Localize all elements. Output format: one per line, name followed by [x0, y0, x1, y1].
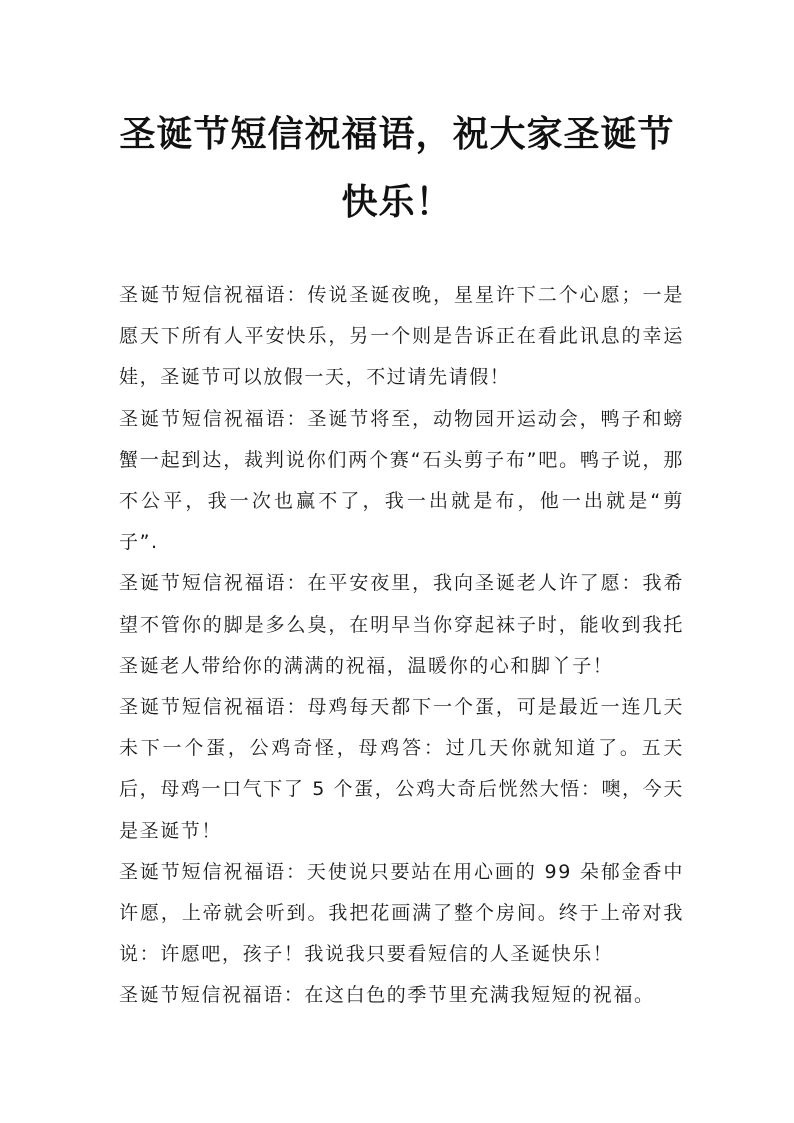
- document-body: [119, 275, 684, 1017]
- paragraph-1: 圣诞节短信祝福语：传说圣诞夜晚，星星许下二个心愿；一是愿天下所有人平安快乐，另一个则是告诉正在看此讯息的幸运娃，圣诞节可以放假一天，不过请先请假！: [119, 284, 684, 389]
- paragraph-5: 圣诞节短信祝福语：天使说只要站在用心画的 99 朵郁金香中许愿，上帝就会听到。我把花画满了整个房间。终于上帝对我说：许愿吧，孩子！我说我只要看短信的人圣诞快乐！: [119, 860, 684, 966]
- document-title: 圣诞节短信祝福语，祝大家圣诞节快乐！: [119, 113, 675, 223]
- paragraph-2: 圣诞节短信祝福语：圣诞节将至，动物园开运动会，鸭子和螃蟹一起到达，裁判说你们两个赛“石头剪子布”吧。鸭子说，那不公平，我一次也赢不了，我一出就是布，他一出就是“剪子”.: [119, 407, 684, 554]
- paragraph-4: 圣诞节短信祝福语：母鸡每天都下一个蛋，可是最近一连几天未下一个蛋，公鸡奇怪，母鸡答：过几天你就知道了。五天后，母鸡一口气下了 5 个蛋，公鸡大奇后恍然大悟：噢，今天是圣诞节！: [119, 696, 684, 842]
- paragraph-3: 圣诞节短信祝福语：在平安夜里，我向圣诞老人许了愿：我希望不管你的脚是多么臭，在明早当你穿起袜子时，能收到我托圣诞老人带给你的满满的祝福，温暖你的心和脚丫子！: [119, 572, 684, 677]
- paragraph-6: 圣诞节短信祝福语：在这白色的季节里充满我短短的祝福。: [119, 984, 655, 1007]
